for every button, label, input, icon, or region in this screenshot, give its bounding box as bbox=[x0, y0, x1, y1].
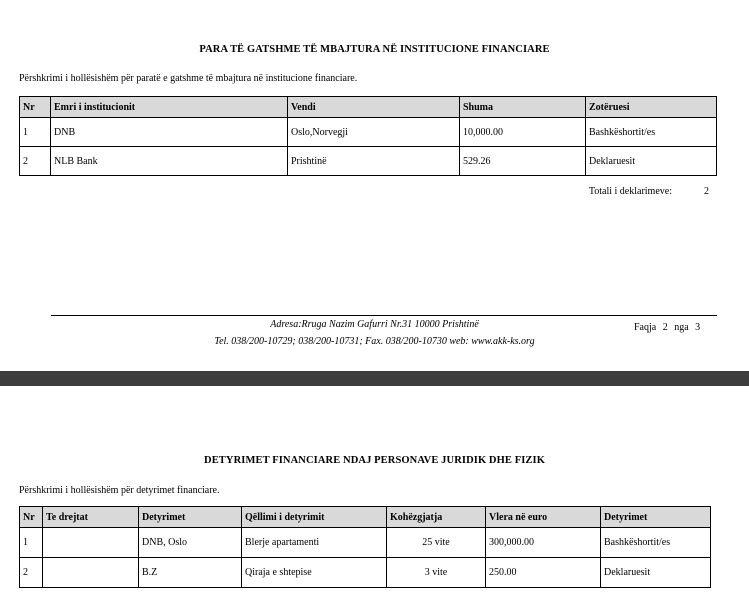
table-cell: 250.00 bbox=[486, 558, 601, 588]
table-cell: 1 bbox=[20, 528, 43, 558]
table-cell bbox=[43, 528, 139, 558]
column-header: Kohëzgjatja bbox=[387, 507, 486, 528]
footer-contact: Tel. 038/200-10729; 038/200-10731; Fax. 038/200-10730 web: www.akk-ks.org bbox=[214, 336, 535, 347]
table-cell: 529.26 bbox=[460, 147, 586, 176]
table-cell: Bashkëshortit/es bbox=[586, 118, 717, 147]
table-cell: 300,000.00 bbox=[486, 528, 601, 558]
column-header: Vlera në euro bbox=[486, 507, 601, 528]
table-cell: Bashkëshortit/es bbox=[601, 528, 711, 558]
cash-holdings-table bbox=[19, 96, 717, 176]
table-cell: 25 vite bbox=[387, 528, 486, 558]
table-cell: NLB Bank bbox=[51, 147, 288, 176]
page-total: 3 bbox=[695, 322, 701, 333]
column-header: Emri i institucionit bbox=[51, 97, 288, 118]
page-number bbox=[634, 322, 704, 333]
table-cell: Deklaruesit bbox=[586, 147, 717, 176]
table-cell: Oslo,Norvegji bbox=[288, 118, 460, 147]
table-cell: DNB bbox=[51, 118, 288, 147]
column-header: Detyrimet bbox=[601, 507, 711, 528]
page-of-label: nga bbox=[674, 322, 689, 333]
table-cell: 2 bbox=[20, 147, 51, 176]
column-header: Nr bbox=[20, 507, 43, 528]
footer-address: Adresa:Rruga Nazim Gafurri Nr.31 10000 Prishtinë bbox=[270, 319, 479, 330]
table-cell: Blerje apartamenti bbox=[242, 528, 387, 558]
table-cell: Qiraja e shtepise bbox=[242, 558, 387, 588]
page-label: Faqja bbox=[634, 322, 657, 333]
financial-liabilities-table bbox=[19, 506, 711, 588]
section-description: Përshkrimi i hollësishëm për detyrimet financiare. bbox=[19, 485, 220, 496]
table-cell: DNB, Oslo bbox=[139, 528, 242, 558]
table-row bbox=[20, 528, 711, 558]
table-row bbox=[20, 558, 711, 588]
section-title: DETYRIMET FINANCIARE NDAJ PERSONAVE JURIDIK DHE FIZIK bbox=[204, 455, 545, 466]
table-cell bbox=[43, 558, 139, 588]
table-cell: 2 bbox=[20, 558, 43, 588]
table-cell: Prishtinë bbox=[288, 147, 460, 176]
page-current: 2 bbox=[662, 322, 668, 333]
section-description: Përshkrimi i hollësishëm për paratë e gatshme të mbajtura në institucione financiare. bbox=[19, 73, 358, 84]
page-separator bbox=[0, 371, 749, 386]
table-cell: 3 vite bbox=[387, 558, 486, 588]
column-header: Nr bbox=[20, 97, 51, 118]
table-row bbox=[20, 118, 717, 147]
table-row bbox=[20, 147, 717, 176]
totals-label: Totali i deklarimeve: bbox=[588, 186, 672, 197]
table-cell: Deklaruesit bbox=[601, 558, 711, 588]
column-header: Vendi bbox=[288, 97, 460, 118]
section-title: PARA TË GATSHME TË MBAJTURA NË INSTITUCIONE FINANCIARE bbox=[199, 44, 550, 55]
table-cell: B.Z bbox=[139, 558, 242, 588]
table-cell: 10,000.00 bbox=[460, 118, 586, 147]
column-header: Detyrimet bbox=[139, 507, 242, 528]
column-header: Zotëruesi bbox=[586, 97, 717, 118]
table-header-row bbox=[20, 97, 717, 118]
table-header-row bbox=[20, 507, 711, 528]
totals-value: 2 bbox=[704, 186, 709, 197]
column-header: Te drejtat bbox=[43, 507, 139, 528]
declarations-total bbox=[589, 186, 709, 197]
column-header: Shuma bbox=[460, 97, 586, 118]
table-cell: 1 bbox=[20, 118, 51, 147]
footer-divider bbox=[51, 315, 717, 316]
column-header: Qëllimi i detyrimit bbox=[242, 507, 387, 528]
